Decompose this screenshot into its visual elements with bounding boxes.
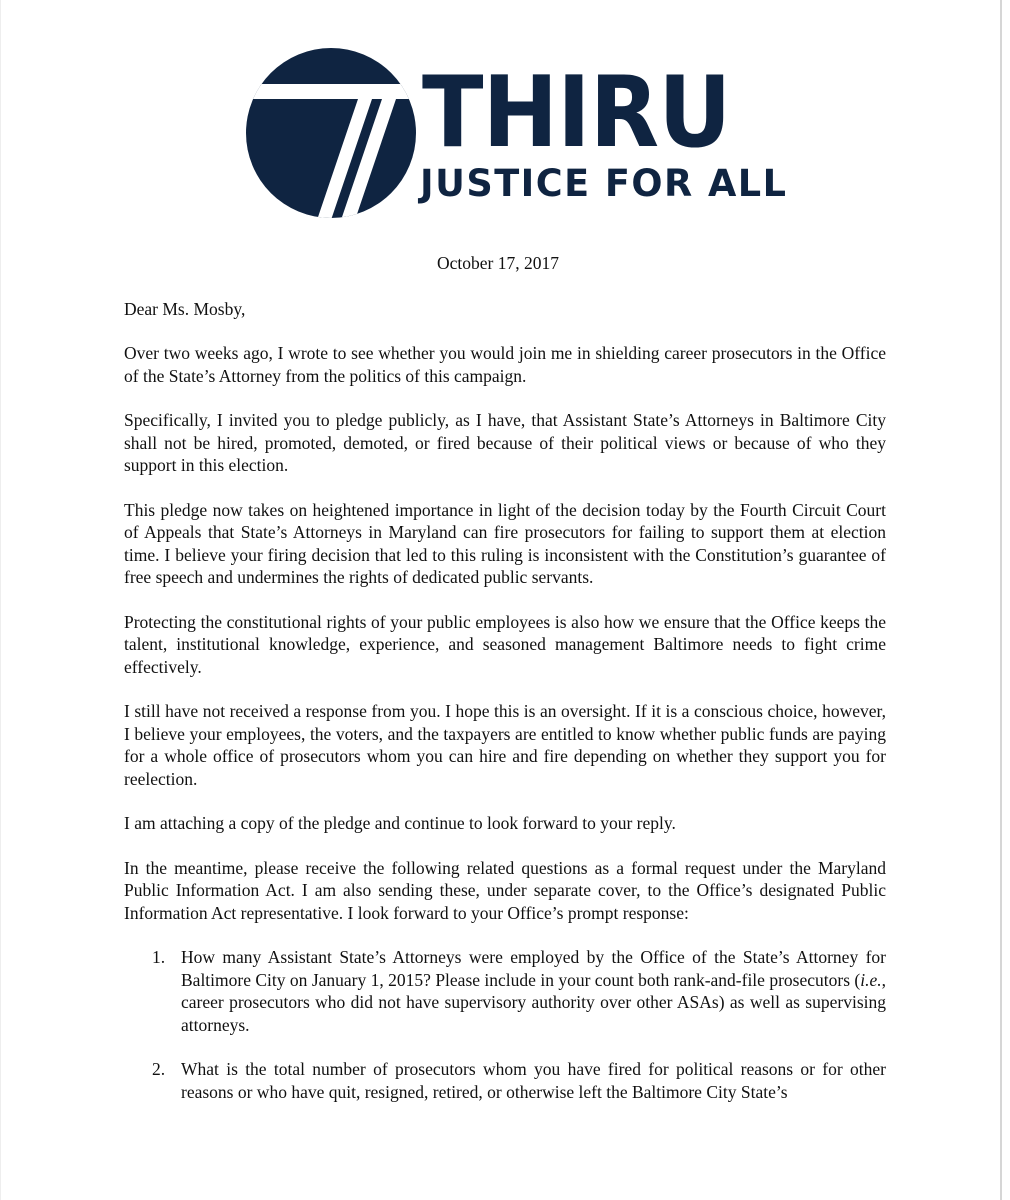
paragraph: Specifically, I invited you to pledge publicly, as I have, that Assistant State’s Attorneys in Baltimore City shall not be hired, promoted, demoted, or fired because of their political views or because of who they support in this election. <box>124 410 886 475</box>
salutation: Dear Ms. Mosby, <box>124 298 246 319</box>
question-text: What is the total number of prosecutors whom you have fired for political reasons or for other reasons or who have quit, resigned, retired, or otherwise left the Baltimore City State’s <box>181 1059 886 1102</box>
question-number: 1. <box>152 947 166 967</box>
logo-tagline: JUSTICE FOR ALL <box>420 162 788 205</box>
page-edge-left <box>0 0 1 1200</box>
question-italic-text: i.e. <box>860 969 882 990</box>
question-item <box>124 1058 886 1103</box>
thiru-logo-mark-icon <box>246 48 416 218</box>
paragraph: I still have not received a response from you. I hope this is an oversight. If it is a conscious choice, however, I believe your employees, the voters, and the taxpayers are entitled to know whether public funds are paying for a whole office of prosecutors whom you can hire and fire depending on whether they support you for reelection. <box>124 701 886 789</box>
question-number: 2. <box>152 1059 166 1079</box>
paragraph: This pledge now takes on heightened importance in light of the decision today by the Fourth Circuit Court of Appeals that State’s Attorneys in Maryland can fire prosecutors for failing to support them at election time. I believe your firing decision that led to this ruling is inconsistent with the Constitution’s guarantee of free speech and undermines the rights of dedicated public servants. <box>124 499 886 587</box>
letterhead <box>246 48 788 208</box>
paragraph: Protecting the constitutional rights of your public employees is also how we ensure that the Office keeps the talent, institutional knowledge, experience, and seasoned management Baltimore needs to fight crime effectively. <box>124 611 886 677</box>
letter-body <box>124 252 886 1103</box>
question-list <box>124 946 886 1103</box>
logo-name: THIRU <box>422 56 731 170</box>
paragraph: I am attaching a copy of the pledge and continue to look forward to your reply. <box>124 813 676 833</box>
paragraph: Over two weeks ago, I wrote to see whether you would join me in shielding career prosecutors in the Office of the State’s Attorney from the politics of this campaign. <box>124 343 886 386</box>
letter-date: October 17, 2017 <box>437 253 559 273</box>
page-edge-right <box>1000 0 1002 1200</box>
question-text: How many Assistant State’s Attorneys were employed by the Office of the State’s Attorney for Baltimore City on January 1, 2015? Please include in your count both rank-and-file prosecutors ( <box>181 947 886 990</box>
question-text-continued: , career prosecutors who did not have supervisory authority over other ASAs) as well as supervising attorneys. <box>181 969 886 1035</box>
paragraph: In the meantime, please receive the following related questions as a formal request under the Maryland Public Information Act. I am also sending these, under separate cover, to the Office’s designated Public Information Act representative. I look forward to your Office’s prompt response: <box>124 857 886 923</box>
question-item <box>124 946 886 1036</box>
